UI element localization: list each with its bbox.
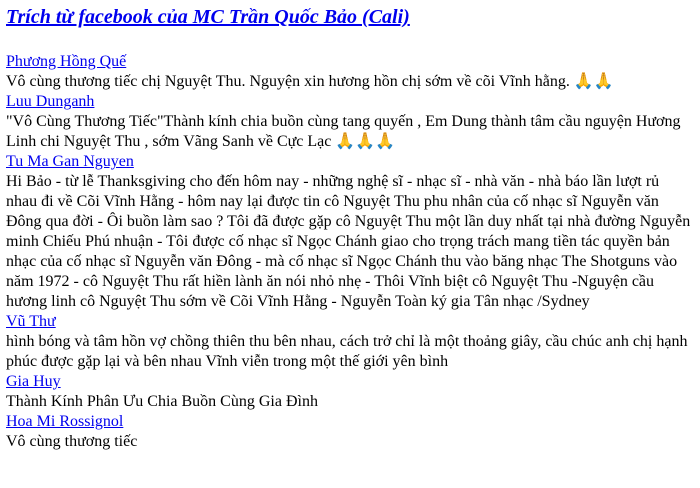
comment-item [6,52,694,92]
comment-author-link[interactable]: Vũ Thư [6,313,56,330]
comment-author-link[interactable]: Tu Ma Gan Nguyen [6,153,134,170]
comment-item [6,92,694,152]
comment-author-link[interactable]: Gia Huy [6,373,61,390]
comment-author-link[interactable]: Hoa Mi Rossignol [6,413,124,430]
page-title[interactable]: Trích từ facebook của MC Trần Quốc Bảo (Cali) [6,6,410,28]
comment-text: hình bóng và tâm hồn vợ chồng thiên thu bên nhau, cách trở chỉ là một thoảng giây, cầu chúc anh chị hạnh phúc được gặp lại và bên nhau Vĩnh viễn trong một thế giới yên bình [6,333,688,370]
comment-text: "Vô Cùng Thương Tiếc"Thành kính chia buồn cùng tang quyến , Em Dung thành tâm cầu nguyện Hương Linh chi Nguyệt Thu , sớm Vãng Sanh về Cực Lạc 🙏🙏🙏 [6,113,681,150]
comment-author-link[interactable]: Phương Hồng Quế [6,53,127,70]
comment-item [6,312,694,372]
comment-item [6,372,694,412]
comment-text: Vô cùng thương tiếc chị Nguyệt Thu. Nguyện xin hương hồn chị sớm về cõi Vĩnh hằng. 🙏🙏 [6,73,614,90]
comment-item [6,412,694,452]
comment-text: Thành Kính Phân Ưu Chia Buồn Cùng Gia Đình [6,393,318,410]
comment-author-link[interactable]: Luu Dunganh [6,93,95,110]
comment-item [6,152,694,312]
comment-text: Hi Bảo - từ lễ Thanksgiving cho đến hôm nay - những nghệ sĩ - nhạc sĩ - nhà văn - nhà báo lần lượt rủ nhau đi về Cõi Vĩnh Hằng - hôm nay lại được tin cô Nguyệt Thu phu nhân của cố nhạc sĩ Nguyễn văn Đông qua đời - Ôi buồn làm sao ? Tôi đã được gặp cô Nguyệt Thu một lần duy nhất tại nhà đường Nguyễn minh Chiếu Phú nhuận - Tôi được cố nhạc sĩ Ngọc Chánh giao cho trọng trách mang tiền tác quyền bản nhạc của cố nhạc sĩ Nguyễn văn Đông - mà cố nhạc sĩ Ngọc Chánh thu vào băng nhạc The Shotguns vào năm 1972 - cô Nguyệt Thu rất hiền lành ăn nói nhỏ nhẹ - Thôi Vĩnh biệt cô Nguyệt Thu -Nguyện cầu hương linh cô Nguyệt Thu sớm về Cõi Vĩnh Hằng - Nguyễn Toàn ký gia Tân nhạc /Sydney [6,173,691,310]
comment-text: Vô cùng thương tiếc [6,433,138,450]
